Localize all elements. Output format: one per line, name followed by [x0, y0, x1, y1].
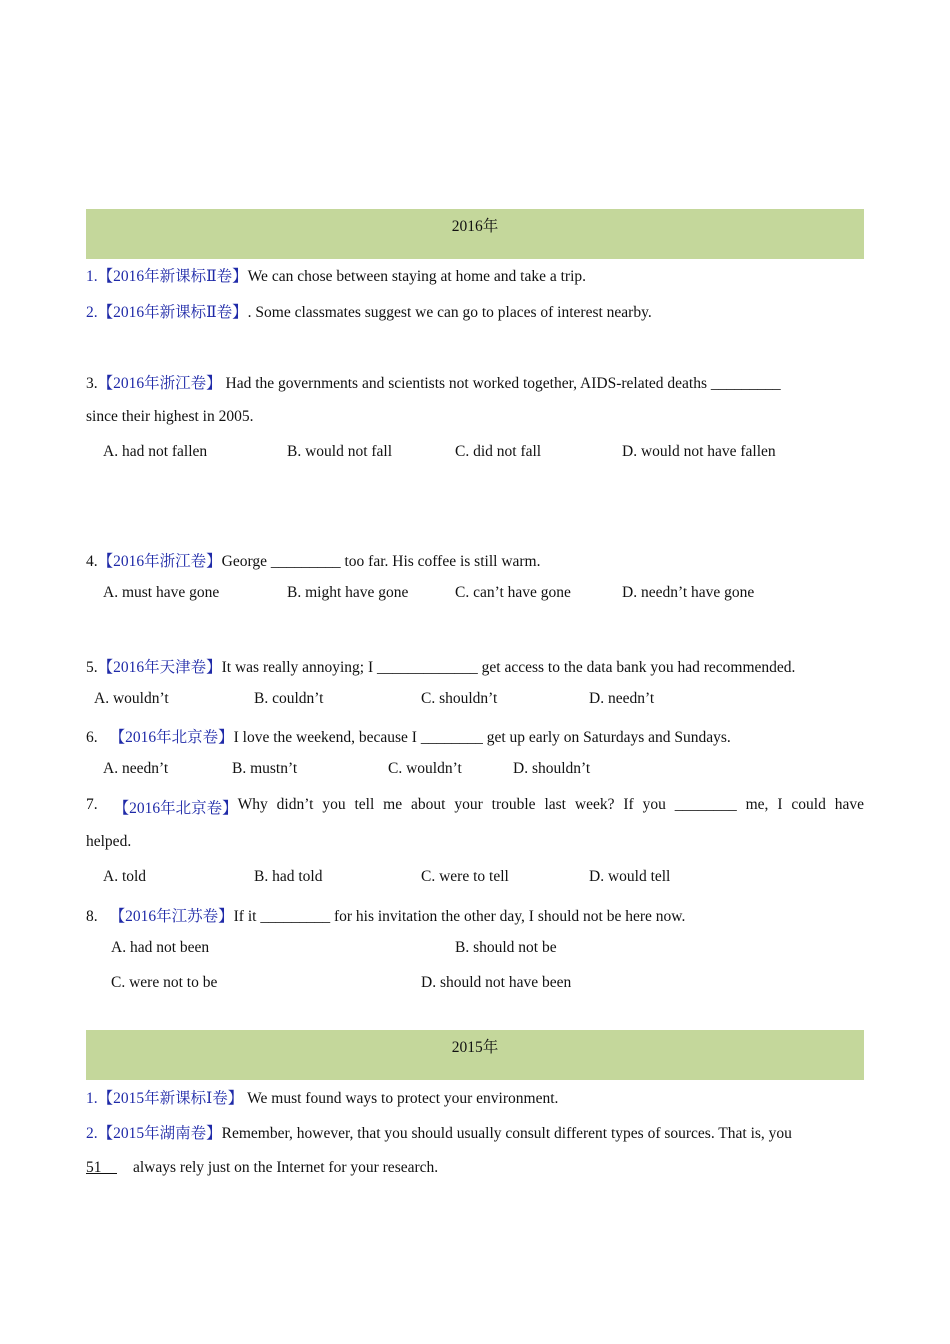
question-source: 【2016年北京卷】	[113, 800, 238, 817]
question-3-continuation: since their highest in 2005.	[86, 408, 254, 425]
question-text: We must found ways to protect your environment.	[243, 1090, 559, 1107]
option-d: D. needn’t have gone	[622, 584, 755, 601]
option-c: C. wouldn’t	[388, 760, 462, 777]
section-header-2016	[86, 209, 864, 259]
option-a: A. must have gone	[103, 584, 220, 601]
question-source: 【2016年浙江卷】	[97, 553, 222, 570]
option-a: A. wouldn’t	[94, 690, 169, 707]
question-number: 1.	[86, 1090, 98, 1107]
question-text: I love the weekend, because I ________ get up early on Saturdays and Sundays.	[233, 729, 731, 746]
answer-blank	[86, 1159, 117, 1176]
question-2015-1	[86, 1086, 558, 1108]
question-text: George _________ too far. His coffee is still warm.	[221, 553, 541, 570]
question-8	[86, 904, 685, 926]
option-b: B. would not fall	[287, 443, 393, 460]
option-a: A. had not been	[111, 939, 210, 956]
question-4	[86, 549, 540, 571]
question-3	[86, 371, 781, 393]
option-c: C. shouldn’t	[421, 690, 498, 707]
blank-number: 51	[86, 1159, 102, 1176]
question-text: It was really annoying; I _____________ get access to the data bank you had recommended.	[221, 659, 796, 676]
question-7-continuation: helped.	[86, 833, 132, 850]
question-text: . Some classmates suggest we can go to places of interest nearby.	[247, 304, 652, 321]
question-7	[86, 796, 864, 818]
question-5	[86, 655, 795, 677]
question-number: 8.	[86, 908, 98, 925]
section-title: 2015年	[451, 1039, 499, 1056]
question-source: 【2016年新课标Ⅱ卷】	[97, 268, 248, 285]
question-number: 5.	[86, 659, 98, 676]
question-source: 【2016年北京卷】	[109, 729, 234, 746]
option-b: B. might have gone	[287, 584, 409, 601]
option-a: A. told	[103, 868, 147, 885]
option-b: B. should not be	[455, 939, 557, 956]
question-source: 【2016年江苏卷】	[109, 908, 234, 925]
question-2	[86, 300, 652, 322]
question-text: If it _________ for his invitation the other day, I should not be here now.	[233, 908, 686, 925]
question-source: 【2016年新课标Ⅱ卷】	[97, 304, 248, 321]
question-number: 6.	[86, 729, 98, 746]
option-d: D. would tell	[589, 868, 671, 885]
question-2015-2	[86, 1121, 792, 1143]
section-header-2015	[86, 1030, 864, 1080]
question-source: 【2015年新课标Ⅰ卷】	[97, 1090, 244, 1107]
option-b: B. couldn’t	[254, 690, 324, 707]
option-d: D. should not have been	[421, 974, 572, 991]
question-1	[86, 264, 586, 286]
option-d: D. needn’t	[589, 690, 655, 707]
question-source: 【2016年天津卷】	[97, 659, 222, 676]
option-b: B. mustn’t	[232, 760, 298, 777]
option-c: C. did not fall	[455, 443, 542, 460]
question-text: Why didn’t you tell me about your trouble last week? If you ________ me, I could have	[237, 796, 864, 813]
option-d: D. shouldn’t	[513, 760, 591, 777]
question-number: 1.	[86, 268, 98, 285]
option-c: C. can’t have gone	[455, 584, 571, 601]
option-c: C. were not to be	[111, 974, 218, 991]
option-a: A. had not fallen	[103, 443, 208, 460]
question-number: 4.	[86, 553, 98, 570]
question-number: 2.	[86, 1125, 98, 1142]
section-title: 2016年	[451, 218, 499, 235]
question-number: 7.	[86, 796, 98, 813]
option-a: A. needn’t	[103, 760, 169, 777]
option-c: C. were to tell	[421, 868, 509, 885]
option-d: D. would not have fallen	[622, 443, 776, 460]
question-text: always rely just on the Internet for your research.	[133, 1159, 439, 1176]
question-text: We can chose between staying at home and take a trip.	[247, 268, 587, 285]
question-source: 【2016年浙江卷】	[97, 375, 222, 392]
question-text: Had the governments and scientists not worked together, AIDS-related deaths _________	[221, 375, 781, 392]
question-2015-2-continuation	[86, 1159, 438, 1177]
option-b: B. had told	[254, 868, 323, 885]
question-number: 3.	[86, 375, 98, 392]
question-6	[86, 725, 731, 747]
question-text: Remember, however, that you should usually consult different types of sources. That is, you	[221, 1125, 792, 1142]
question-source: 【2015年湖南卷】	[97, 1125, 222, 1142]
question-number: 2.	[86, 304, 98, 321]
